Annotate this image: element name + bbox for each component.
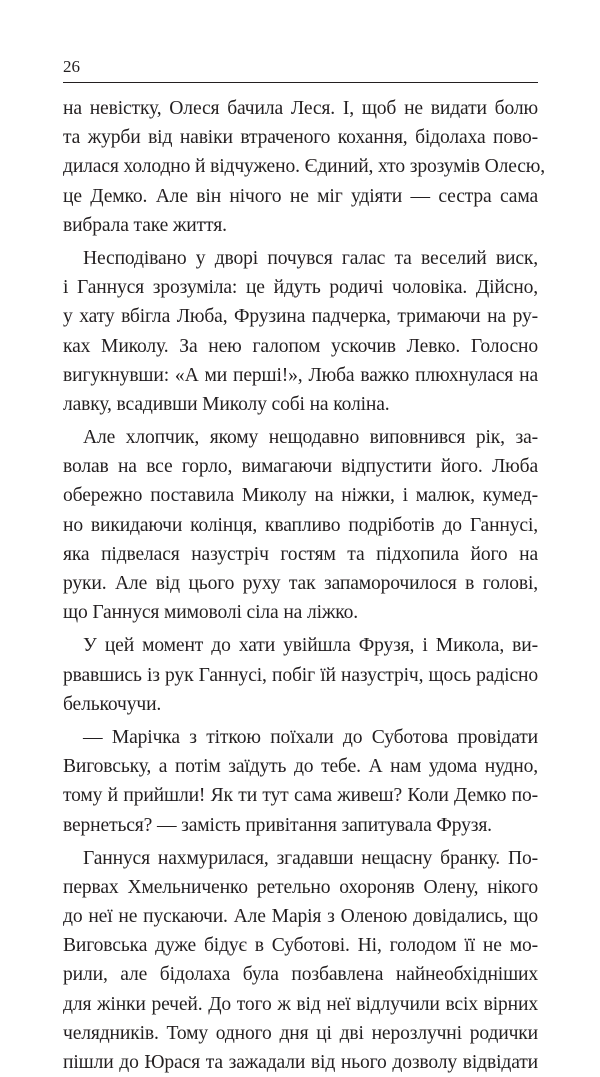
text-line: волав на все горло, вимагаючи відпустити його. Люба <box>63 456 538 478</box>
page-number: 26 <box>63 57 80 76</box>
text-line: тому й прийшли! Як ти тут сама живеш? Коли Демко по- <box>63 785 538 807</box>
text-line: но викидаючи колінця, квапливо подріботів до Ганнусі, <box>63 514 538 536</box>
header-rule <box>63 82 538 83</box>
text-line: вибрала таке життя. <box>63 214 227 236</box>
text-line: на невістку, Олеся бачила Леся. І, щоб не видати болю <box>63 98 538 119</box>
text-line: Несподівано у дворі почувся галас та веселий виск, <box>83 247 538 269</box>
text-line: Але хлопчик, якому нещодавно виповнився рік, за- <box>83 427 538 449</box>
text-line: обережно поставила Миколу на ніжки, і малюк, кумед- <box>63 485 538 507</box>
text-line: Виговську, а потім заїдуть до тебе. А нам удома нудно, <box>63 756 538 778</box>
text-line: челядників. Тому одного дня ці дві нерозлучні родички <box>63 1022 538 1044</box>
text-line: до неї не пускаючи. Але Марія з Оленою довідались, що <box>63 906 538 928</box>
text-line: — Марічка з тіткою поїхали до Суботова провідати <box>83 726 538 748</box>
text-line: белькочучи. <box>63 693 162 715</box>
text-line: пішли до Юрася та зажадали від нього дозволу відвідати <box>63 1052 538 1073</box>
text-line: що Ганнуся мимоволі сіла на ліжко. <box>63 602 359 624</box>
text-line: і Ганнуся зрозуміла: це йдуть родичі чоловіка. Дійсно, <box>63 277 538 299</box>
text-line: первах Хмельниченко ретельно охороняв Олену, нікого <box>63 876 538 898</box>
text-line: це Демко. Але він нічого не міг удіяти — сестра сама <box>63 185 538 207</box>
text-line: у хату вбігла Люба, Фрузина падчерка, тримаючи на ру- <box>63 306 538 328</box>
text-line: та журби від навіки втраченого кохання, бідолаха пово- <box>63 127 538 149</box>
text-line: рвавшись із рук Ганнусі, побіг їй назустріч, щось радісно <box>63 664 538 686</box>
text-line: У цей момент до хати увійшла Фрузя, і Микола, ви- <box>83 635 538 657</box>
text-line: дилася холодно й відчужено. Єдиний, хто зрозумів Олесю, <box>63 156 546 178</box>
text-line: Ганнуся нахмурилася, згадавши нещасну бранку. По- <box>83 847 538 869</box>
text-line: ках Миколу. За нею галопом ускочив Левко. Голосно <box>63 335 538 357</box>
text-line: вернеться? — замість привітання запитувала Фрузя. <box>63 814 492 836</box>
text-line: яка підвелася назустріч гостям та підхопила його на <box>63 543 538 565</box>
text-line: вигукнувши: «А ми перші!», Люба важко плюхнулася на <box>63 364 538 386</box>
body-text <box>63 94 546 1077</box>
text-line: рили, але бідолаха була позбавлена найнеобхідніших <box>63 964 538 986</box>
text-line: для жінки речей. До того ж від неї відлучили всіх вірних <box>63 993 538 1015</box>
text-line: Виговська дуже бідує в Суботові. Ні, голодом її не мо- <box>63 935 538 957</box>
text-line: лавку, всадивши Миколу собі на коліна. <box>63 393 390 415</box>
text-line: руки. Але від цього руху так запаморочилося в голові, <box>63 573 538 594</box>
